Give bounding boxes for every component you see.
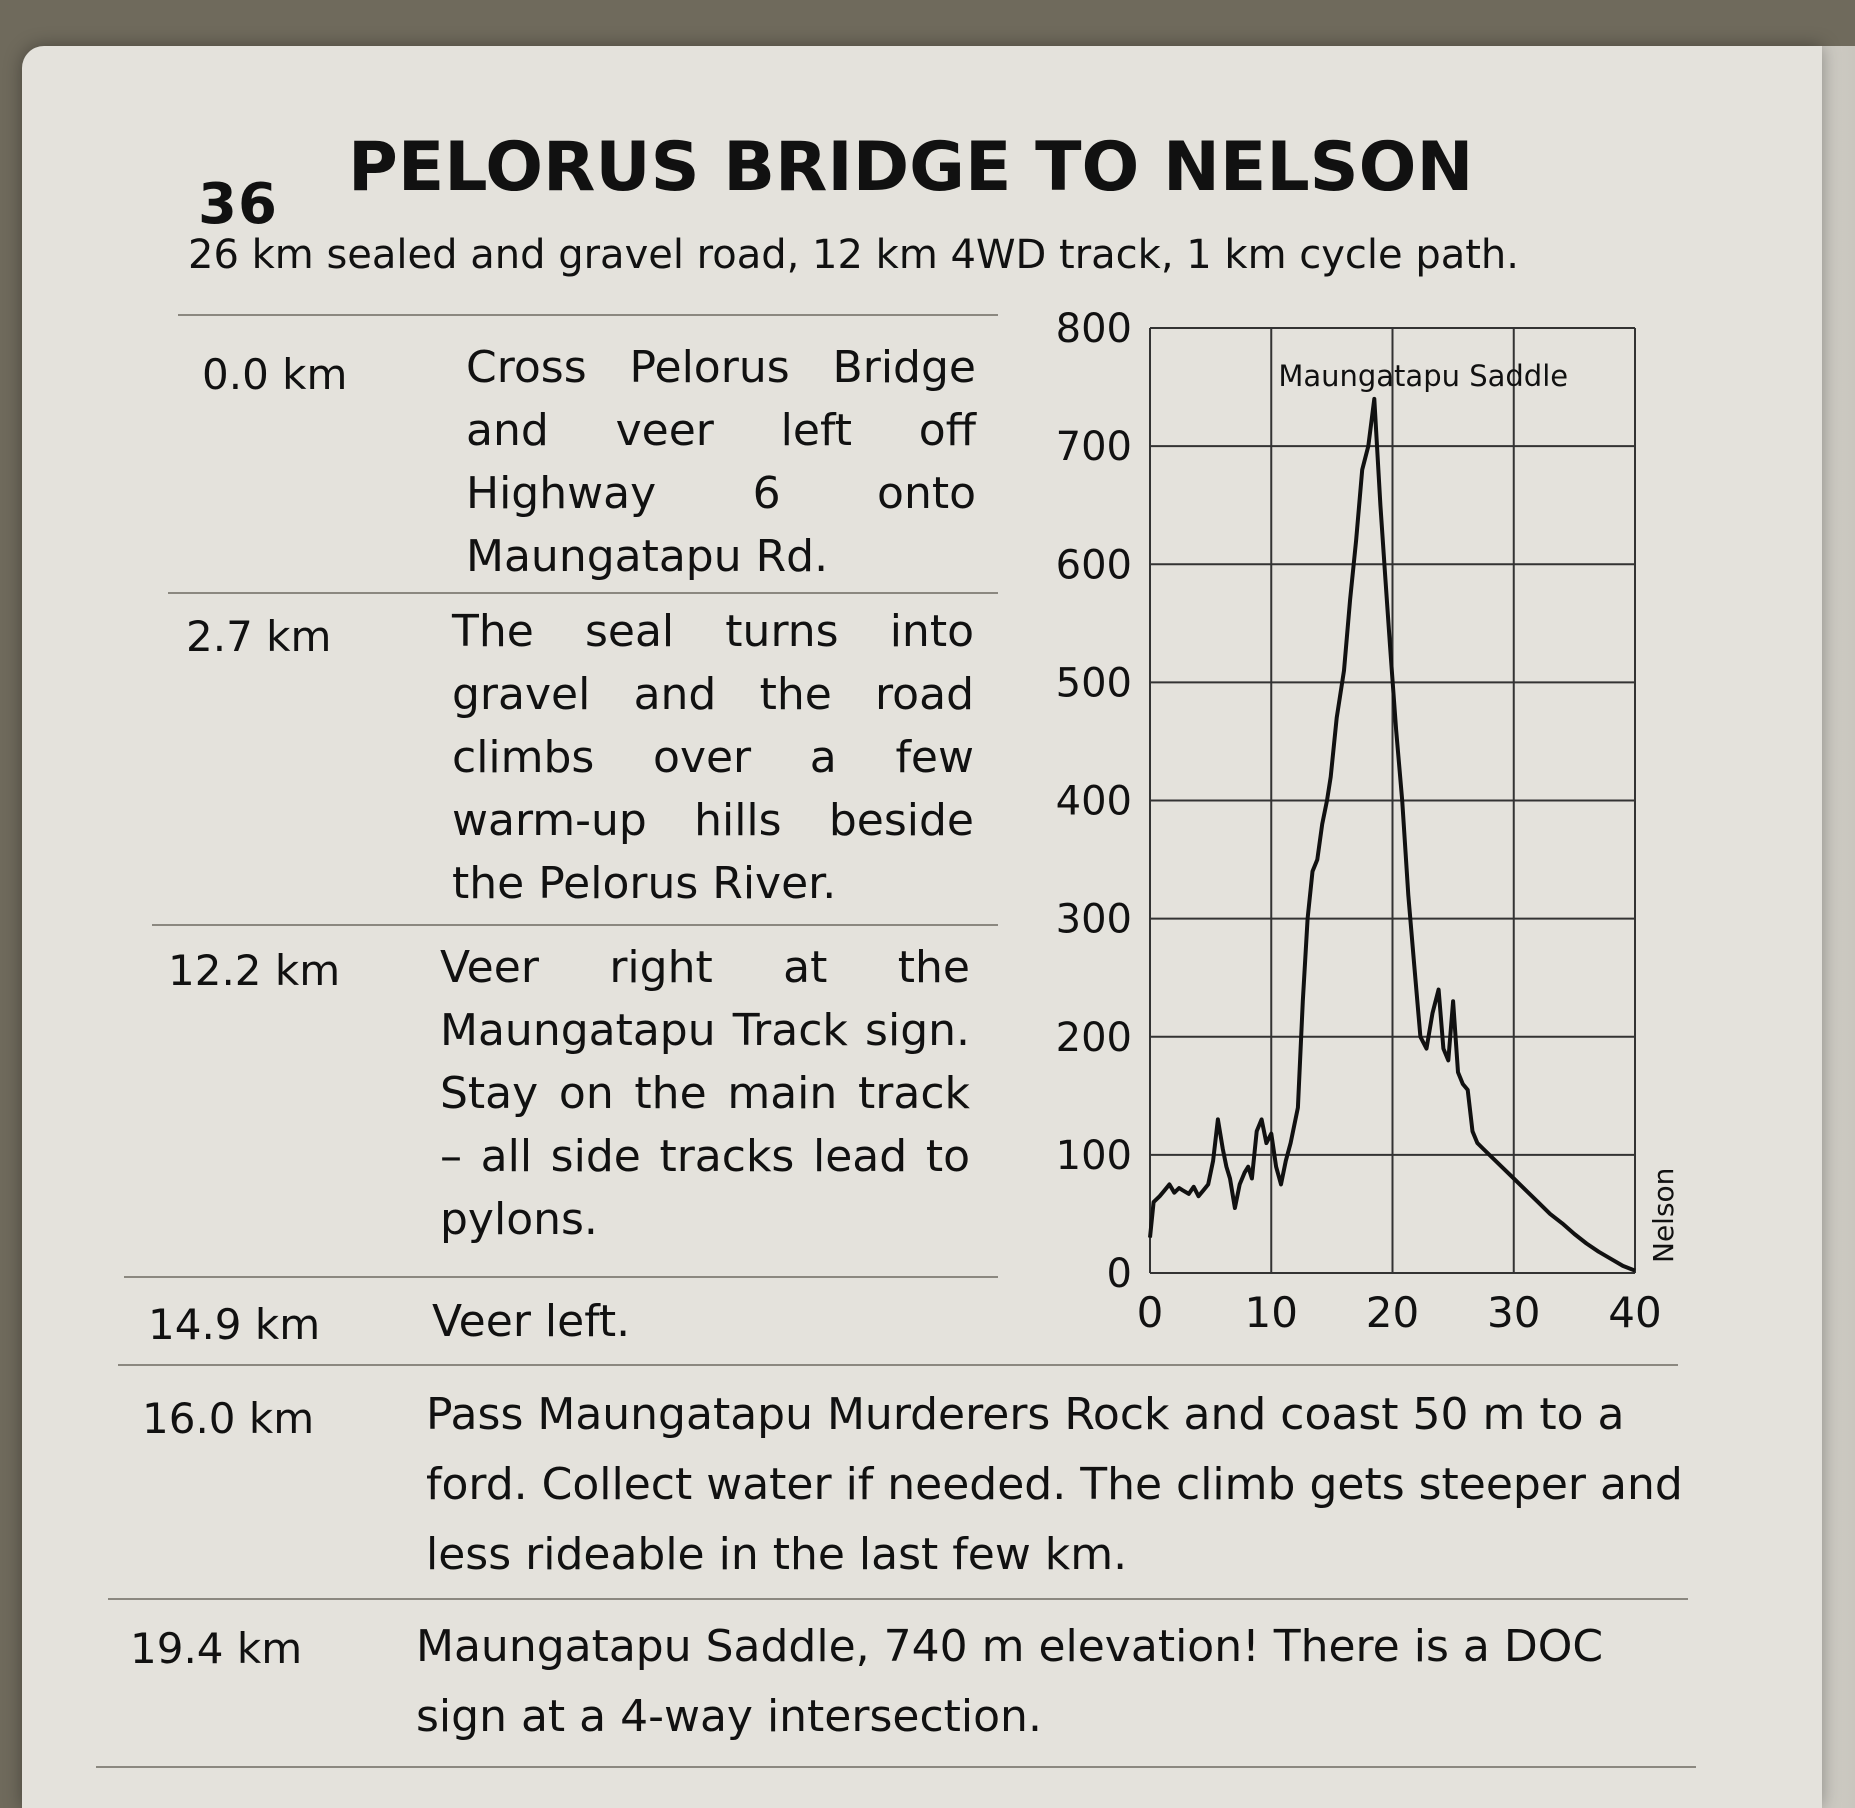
y-tick-label: 800 [1055,310,1132,352]
chart-grid [1150,328,1635,1273]
x-axis-tick-labels [1137,1288,1662,1337]
y-tick-label: 0 [1106,1251,1132,1297]
route-title: PELORUS BRIDGE TO NELSON [348,128,1474,207]
row-divider [124,1276,998,1278]
row-divider [178,314,998,316]
cue-km: 12.2 km [168,946,341,995]
cue-text: Maungatapu Saddle, 740 m elevation! There is a DOC sign at a 4-way intersection. [416,1621,1604,1742]
y-tick-label: 500 [1055,660,1132,707]
y-tick-label: 300 [1055,896,1132,943]
row-divider [118,1364,1678,1366]
cue-km: 19.4 km [130,1624,303,1673]
cue-km: 2.7 km [186,612,332,661]
row-divider [152,924,998,926]
elevation-profile-chart [1030,310,1730,1340]
cue-text: Veer left. [432,1296,631,1347]
cue-km: 0.0 km [202,350,348,399]
cue-km: 16.0 km [142,1394,315,1443]
y-tick-label: 600 [1055,542,1132,589]
row-divider [168,592,998,594]
x-tick-label: 0 [1136,1288,1164,1337]
y-axis-tick-labels [1056,310,1132,1297]
x-tick-label: 10 [1244,1288,1298,1337]
peak-annotation: Maungatapu Saddle [1278,359,1569,393]
y-tick-label: 400 [1055,778,1132,825]
cue-text: Veer right at the Maungatapu Track sign. Stay on the main track – all side tracks lead to pylons. [440,942,970,1245]
x-tick-label: 40 [1608,1288,1662,1337]
cue-km: 14.9 km [148,1300,321,1349]
y-tick-label: 200 [1055,1014,1132,1061]
y-tick-label: 100 [1055,1132,1132,1179]
row-divider [108,1598,1688,1600]
cue-text: Cross Pelorus Bridge and veer left off Highway 6 onto Maungatapu Rd. [466,342,976,582]
cue-text: Pass Maungatapu Murderers Rock and coast 50 m to a ford. Collect water if needed. The climb gets steeper and less rideable in the last few km. [426,1389,1683,1580]
cue-text: The seal turns into gravel and the road climbs over a few warm-up hills beside the Pelorus River. [452,606,974,909]
route-number: 36 [198,172,278,237]
x-tick-label: 20 [1365,1288,1420,1337]
x-tick-label: 30 [1487,1288,1541,1337]
y-tick-label: 700 [1055,424,1132,471]
route-summary: 26 km sealed and gravel road, 12 km 4WD track, 1 km cycle path. [188,232,1519,278]
row-divider [96,1766,1696,1768]
end-annotation: Nelson [1647,1167,1680,1263]
